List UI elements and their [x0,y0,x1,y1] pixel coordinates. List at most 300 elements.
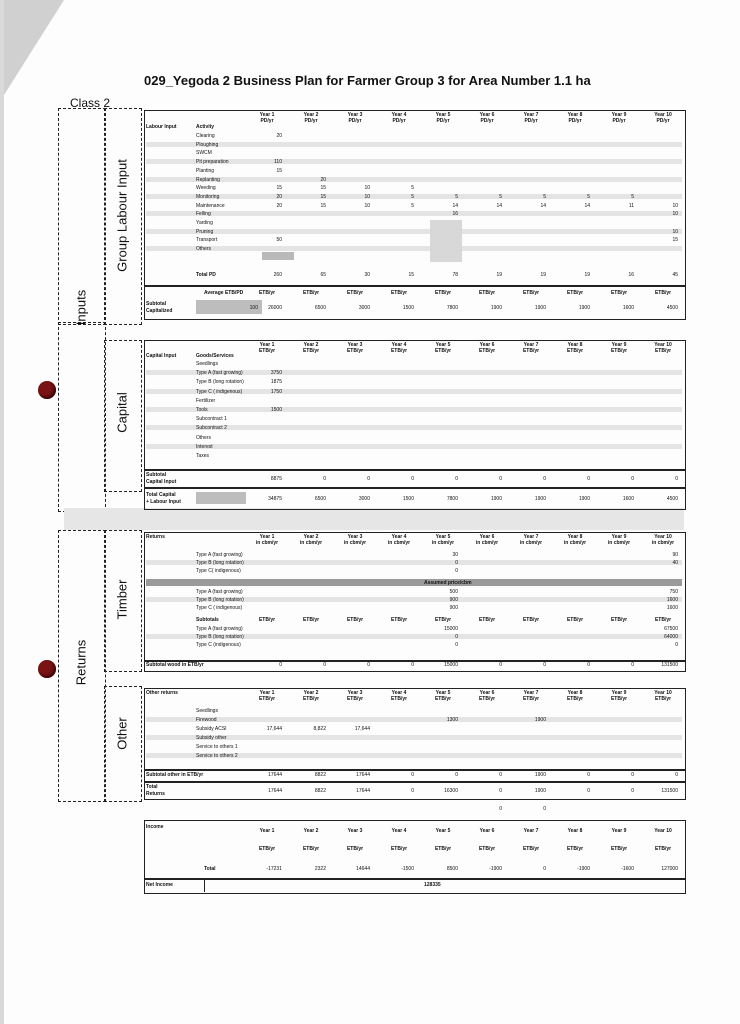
labour-cell: 15 [276,185,282,192]
timber-volume-y5: 0 [455,568,458,574]
price-band [146,579,682,586]
avg-etb-value: 100 [249,305,258,311]
year-header: Year 8 [567,828,583,834]
labour-cell: 20 [320,176,326,183]
timber-price-y5: 500 [449,589,458,595]
row-shading [146,177,682,182]
capital-subtotal: 0 [543,476,546,482]
labour-subtotal: 1900 [578,305,590,311]
unit-header: in cbm/yr [475,540,499,546]
year-header: Year 10 [654,112,672,118]
capital-total-label: Total Capital [146,492,176,498]
capital-table [144,340,686,470]
row-shading [146,407,682,412]
capital-subtotal: 0 [631,476,634,482]
labour-subtotal-label: Capitalized [146,308,173,314]
year-header: Year 4 [391,690,407,696]
unit-header: ETB/yr [610,696,628,702]
timber-subtotal: 0 [367,662,370,668]
total-returns: 17644 [268,788,282,794]
net-income-label: Net Income [146,882,173,888]
etb-unit: ETB/yr [258,290,276,296]
unit-header: ETB/yr [610,846,628,852]
etb-unit: ETB/yr [522,290,540,296]
labour-cell: 5 [411,185,414,192]
capital-total: 1900 [490,496,502,502]
other-side-label: Other [114,717,130,750]
unit-header: PD/yr [260,118,274,124]
year-header: Year 1 [259,534,275,540]
unit-header: ETB/yr [390,846,408,852]
capital-cell: 1875 [270,379,282,386]
labour-cell: 15 [320,185,326,192]
etb-unit: ETB/yr [610,290,628,296]
year-header: Year 4 [391,112,407,118]
total-returns: 8822 [314,788,326,794]
labour-cell: 50 [276,237,282,244]
timber-price-y5: 900 [449,597,458,603]
labour-activity-label: Yarding [196,220,213,226]
labour-subtotal: 3000 [358,305,370,311]
capital-side-label: Capital [114,392,130,433]
other-item-label: Subsidy other [196,735,227,741]
labour-subtotal: 6500 [314,305,326,311]
year-header: Year 9 [611,828,627,834]
capital-total: 1900 [578,496,590,502]
unit-header: ETB/yr [610,348,628,354]
unit-header: PD/yr [436,118,450,124]
capital-item-label: Interest [196,443,213,450]
other-returns-header: Other returns [146,690,178,696]
year-header: Year 8 [567,112,583,118]
other-cell: 17,644 [354,726,370,732]
unit-header: in cbm/yr [343,540,367,546]
other-subtotal: 1900 [534,772,546,778]
below-value: 0 [543,806,546,812]
labour-subtotal: 1500 [402,305,414,311]
unit-header: PD/yr [304,118,318,124]
year-header: Year 3 [347,828,363,834]
capital-subtotal: 0 [675,476,678,482]
capital-total: 4500 [666,496,678,502]
year-header: Year 4 [391,534,407,540]
etb-unit: ETB/yr [654,617,672,623]
year-header: Year 3 [347,534,363,540]
capital-cell: 3750 [270,370,282,377]
year-header: Year 4 [391,342,407,348]
total-returns: 16300 [444,788,458,794]
unit-header: ETB/yr [478,696,496,702]
unit-header: ETB/yr [566,846,584,852]
timber-subtotal: 0 [587,662,590,668]
labour-cell: 10 [672,211,678,218]
labour-cell: 11 [628,202,634,209]
income-total: 127000 [661,866,678,872]
labour-total: 19 [540,272,546,278]
timber-subtotal-label: Subtotal wood in ETB/yr [146,662,204,668]
income-total: -17231 [266,866,282,872]
spacer-band [64,508,684,530]
net-income-value: 128335 [424,882,441,888]
row-shading [146,246,682,251]
year-header: Year 2 [303,690,319,696]
income-total: 2322 [314,866,326,872]
total-returns: 1900 [534,788,546,794]
other-subtotal: 0 [499,772,502,778]
timber-value-y5: 15000 [444,626,458,632]
total-returns: 0 [587,788,590,794]
year-header: Year 6 [479,828,495,834]
capital-total: 34875 [268,496,282,502]
class-label: Class 2 [70,96,111,110]
timber-subtotal: 0 [411,662,414,668]
year-header: Year 6 [479,342,495,348]
labour-cell: 5 [543,193,546,200]
year-header: Year 7 [523,690,539,696]
etb-unit: ETB/yr [258,617,276,623]
unit-header: in cbm/yr [563,540,587,546]
capital-total: 6500 [314,496,326,502]
other-item-label: Service to others 1 [196,744,238,750]
activity-header: Activity [196,124,215,130]
capital-item-label: Subcontract 1 [196,416,227,423]
etb-unit: ETB/yr [654,290,672,296]
labour-activity-label: Maintenance [196,202,225,209]
labour-cell: 10 [364,202,370,209]
timber-value-y10: 67500 [664,626,678,632]
etb-unit: ETB/yr [346,290,364,296]
year-header: Year 9 [611,342,627,348]
capital-item-label: Fertilizer [196,397,216,404]
timber-volume-label: Type B (long rotation) [196,560,244,566]
capital-cell: 1750 [270,388,282,395]
document-page [4,0,740,1024]
labour-total: 15 [408,272,414,278]
capital-total: 3000 [358,496,370,502]
labour-total: 78 [452,272,458,278]
other-subtotal: 0 [587,772,590,778]
year-header: Year 1 [259,828,275,834]
labour-total: 45 [672,272,678,278]
unit-header: ETB/yr [478,348,496,354]
capital-total-label: + Labour Input [146,499,181,505]
other-cell: 8,822 [313,726,326,732]
year-header: Year 3 [347,112,363,118]
document-title: 029_Yegoda 2 Business Plan for Farmer Group 3 for Area Number 1.1 ha [144,73,591,88]
labour-cell: 5 [455,193,458,200]
total-returns-label: Returns [146,791,165,797]
income-header: Income [146,824,164,830]
unit-header: ETB/yr [302,696,320,702]
other-subtotal: 0 [675,772,678,778]
year5-highlight [430,220,462,262]
capital-item-label: Type A (fast growing) [196,370,243,377]
other-subtotal: 17644 [356,772,370,778]
unit-header: PD/yr [524,118,538,124]
timber-subtotal: 0 [323,662,326,668]
labour-cell: 10 [364,185,370,192]
total-returns: 17644 [356,788,370,794]
unit-header: ETB/yr [522,846,540,852]
capital-total-cell [196,492,246,504]
income-total: 8500 [446,866,458,872]
other-item-label: Firewood [196,717,217,723]
unit-header: ETB/yr [390,348,408,354]
goods-services-header: Goods/Services [196,353,234,359]
capital-cell: 1500 [270,407,282,413]
timber-volume-y10: 90 [672,552,678,558]
price-band-label: Assumed price/cbm [424,580,472,586]
unit-header: PD/yr [480,118,494,124]
unit-header: PD/yr [656,118,670,124]
timber-subtotal: 0 [543,662,546,668]
timber-value-y10: 0 [675,642,678,648]
income-total: 14644 [356,866,370,872]
total-pd-label: Total PD [196,272,216,278]
year-header: Year 9 [611,690,627,696]
unit-header: in cbm/yr [519,540,543,546]
labour-cell: 5 [411,193,414,200]
unit-header: ETB/yr [258,846,276,852]
other-cell: 17,644 [266,726,282,732]
year-header: Year 6 [479,534,495,540]
labour-subtotal: 7800 [446,305,458,311]
labour-cell: 14 [452,202,458,209]
etb-unit: ETB/yr [390,617,408,623]
punch-hole-bottom [38,660,56,678]
other-subtotal: 8822 [314,772,326,778]
total-returns: 0 [499,788,502,794]
timber-volume-y5: 30 [452,552,458,558]
year-header: Year 7 [523,112,539,118]
labour-activity-label: Felling [196,211,211,218]
labour-side-label: Group Labour Input [114,159,130,272]
year-header: Year 2 [303,534,319,540]
capital-total: 7800 [446,496,458,502]
unit-header: in cbm/yr [607,540,631,546]
year-header: Year 7 [523,342,539,348]
labour-subtotal: 26000 [268,305,282,311]
labour-cell: 15 [320,193,326,200]
etb-unit: ETB/yr [478,617,496,623]
year-header: Year 6 [479,690,495,696]
unit-header: ETB/yr [258,348,276,354]
other-cell: 1300 [446,717,458,723]
labour-subtotal: 1600 [622,305,634,311]
etb-unit: ETB/yr [610,617,628,623]
other-subtotal: 0 [411,772,414,778]
timber-volume-y10: 40 [672,560,678,566]
row-shading [146,444,682,449]
capital-total: 1500 [402,496,414,502]
total-returns: 0 [631,788,634,794]
labour-cell: 15 [320,202,326,209]
labour-cell: 14 [496,202,502,209]
year-header: Year 5 [435,534,451,540]
year-header: Year 4 [391,828,407,834]
capital-input-header: Capital Input [146,353,177,359]
labour-subtotal-label: Subtotal [146,301,166,307]
capital-item-label: Taxes [196,453,210,459]
labour-cell: 15 [672,237,678,244]
year-header: Year 1 [259,690,275,696]
punch-hole-top [38,381,56,399]
etb-unit: ETB/yr [478,290,496,296]
labour-cell: 20 [276,133,282,139]
labour-total: 19 [496,272,502,278]
timber-subtotal: 15000 [444,662,458,668]
unit-header: ETB/yr [654,846,672,852]
etb-unit: ETB/yr [522,617,540,623]
labour-total: 19 [584,272,590,278]
below-value: 0 [499,806,502,812]
year-header: Year 5 [435,342,451,348]
total-returns-label: Total [146,784,158,790]
year-header: Year 8 [567,534,583,540]
year-header: Year 5 [435,112,451,118]
timber-volume-y5: 0 [455,560,458,566]
timber-value-y10: 64000 [664,634,678,640]
income-total-label: Total [204,866,216,872]
timber-subtotal: 131500 [661,662,678,668]
year-header: Year 6 [479,112,495,118]
labour-activity-label: Clearing [196,133,215,139]
unit-header: ETB/yr [434,348,452,354]
unit-header: ETB/yr [566,348,584,354]
inputs-frame-lower [58,322,106,512]
other-item-label: Service to others 2 [196,753,238,759]
timber-value-y5: 0 [455,642,458,648]
labour-cell: 14 [540,202,546,209]
timber-subtotal: 0 [631,662,634,668]
unit-header: PD/yr [392,118,406,124]
total-returns: 0 [411,788,414,794]
unit-header: ETB/yr [566,696,584,702]
year-header: Year 1 [259,342,275,348]
year-header: Year 1 [259,112,275,118]
year-header: Year 3 [347,342,363,348]
labour-total: 260 [273,272,282,278]
labour-subtotal: 4500 [666,305,678,311]
timber-value-label: Type C (indigenous) [196,642,241,648]
year-header: Year 7 [523,828,539,834]
capital-subtotal: 0 [499,476,502,482]
labour-subtotal: 1900 [534,305,546,311]
year-header: Year 8 [567,690,583,696]
timber-price-y10: 750 [669,589,678,595]
capital-subtotal: 0 [455,476,458,482]
labour-total: 65 [320,272,326,278]
timber-price-y10: 1600 [666,605,678,611]
capital-subtotal: 0 [587,476,590,482]
folded-corner [4,0,64,95]
year-header: Year 2 [303,828,319,834]
avg-etb-label: Average ETB/PD [204,290,244,296]
unit-header: in cbm/yr [431,540,455,546]
unit-header: ETB/yr [522,696,540,702]
timber-value-y5: 0 [455,634,458,640]
returns-header: Returns [146,534,165,540]
labour-total: 30 [364,272,370,278]
etb-unit: ETB/yr [566,617,584,623]
timber-volume-label: Type A (fast growing) [196,552,243,558]
labour-activity-label: Pruning [196,228,214,235]
year-header: Year 9 [611,112,627,118]
labour-activity-label: Transport [196,237,218,244]
labour-activity-label: Others [196,246,212,253]
capital-subtotal: 8875 [270,476,282,482]
total-returns: 131500 [661,788,678,794]
year-header: Year 2 [303,342,319,348]
income-total: -1900 [489,866,502,872]
labour-cell: 5 [587,193,590,200]
capital-subtotal: 0 [367,476,370,482]
capital-item-label: Type C ( indigenous) [196,388,243,395]
capital-total: 1600 [622,496,634,502]
timber-side-label: Timber [114,579,130,620]
capital-item-label: Others [196,434,212,441]
unit-header: ETB/yr [346,696,364,702]
timber-subtotal: 0 [499,662,502,668]
unit-header: in cbm/yr [299,540,323,546]
year-header: Year 8 [567,342,583,348]
income-total: -1600 [621,866,634,872]
labour-cell: 10 [672,228,678,235]
unit-header: ETB/yr [258,696,276,702]
labour-activity-label: Replanting [196,176,220,183]
timber-value-label: Type B (long rotation) [196,634,244,640]
labour-cell: 20 [276,193,282,200]
returns-side-label: Returns [73,639,89,686]
labour-activity-label: Ploughing [196,141,219,148]
labour-input-header: Labour Input [146,124,177,130]
capital-item-label: Seedlings [196,361,218,367]
income-total: 0 [543,866,546,872]
unit-header: ETB/yr [302,348,320,354]
labour-cell: 20 [276,202,282,209]
labour-cell: 16 [452,211,458,218]
etb-unit: ETB/yr [566,290,584,296]
row-shading [146,717,682,722]
unit-header: ETB/yr [346,348,364,354]
capital-subtotal: 0 [323,476,326,482]
timber-price-label: Type C ( indigenous) [196,605,243,611]
year-header: Year 5 [435,828,451,834]
labour-cell: 5 [631,193,634,200]
labour-cell: 110 [274,159,282,166]
other-item-label: Subsidy ACSI [196,726,227,732]
labour-total: 16 [628,272,634,278]
unit-header: ETB/yr [654,348,672,354]
labour-cell: 5 [499,193,502,200]
transport-highlight [262,252,294,260]
labour-cell: 15 [276,167,282,174]
unit-header: in cbm/yr [651,540,675,546]
labour-cell: 10 [672,202,678,209]
timber-volume-label: Type C( indigenous) [196,568,241,574]
unit-header: in cbm/yr [387,540,411,546]
unit-header: PD/yr [612,118,626,124]
timber-subtotal: 0 [279,662,282,668]
year-header: Year 10 [654,342,672,348]
labour-activity-label: Weeding [196,185,216,192]
unit-header: ETB/yr [654,696,672,702]
timber-price-label: Type B (long rotation) [196,597,244,603]
timber-value-label: Type A (fast growing) [196,626,243,632]
unit-header: ETB/yr [522,348,540,354]
unit-header: ETB/yr [478,846,496,852]
unit-header: ETB/yr [302,846,320,852]
